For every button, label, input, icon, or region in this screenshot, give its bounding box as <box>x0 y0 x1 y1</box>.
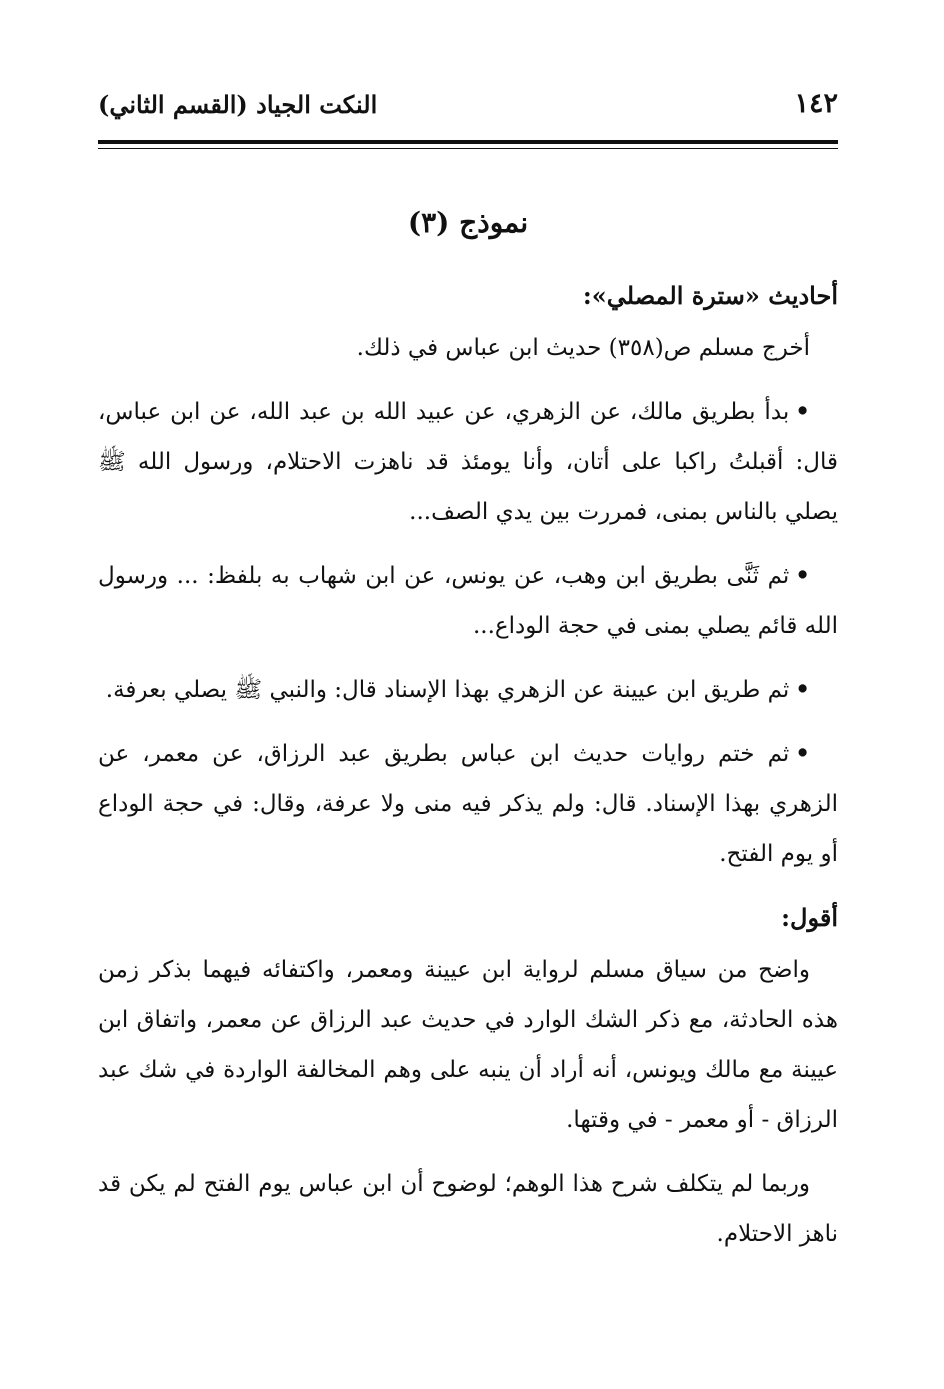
bullet-icon: • <box>795 398 810 425</box>
list-item-text: ثم ختم روايات حديث ابن عباس بطريق عبد الرزاق، عن معمر، عن الزهري بهذا الإسناد. قال: ولم يذكر فيه منى ولا عرفة، وقال: في حجة الوداع أو يوم الفتح. <box>98 741 838 867</box>
aqul-heading: أقول: <box>781 903 838 932</box>
page-number: ١٤٢ <box>794 88 838 119</box>
intro-paragraph: أخرج مسلم ص(٣٥٨) حديث ابن عباس في ذلك. <box>356 335 810 361</box>
body-paragraph: واضح من سياق مسلم لرواية ابن عيينة ومعمر، واكتفائه فيهما بذكر زمن هذه الحادثة، مع ذكر الشك الوارد في حديث عبد الرزاق عن معمر، واتفاق ابن عيينة مع مالك ويونس، أنه أراد أن ينبه على وهم المخالفة الواردة في شك عبد الرزاق - أو معمر - في وقتها. <box>98 957 838 1133</box>
model-title: نموذج (٣) <box>407 206 529 239</box>
header-rule-thick <box>98 140 838 144</box>
body-paragraph: وربما لم يتكلف شرح هذا الوهم؛ لوضوح أن ابن عباس يوم الفتح لم يكن قد ناهز الاحتلام. <box>98 1171 838 1247</box>
list-item <box>98 387 838 537</box>
page-body <box>98 195 838 1273</box>
bullet-icon: • <box>795 740 810 767</box>
list-item <box>98 729 838 879</box>
section-heading: أحاديث «سترة المصلي»: <box>582 281 838 310</box>
list-item-text: بدأ بطريق مالك، عن الزهري، عن عبيد الله بن عبد الله، عن ابن عباس، قال: أقبلتُ راكبا على أتان، وأنا يومئذ قد ناهزت الاحتلام، ورسول الله ﷺ يصلي بالناس بمنى، فمررت بين يدي الصف... <box>98 399 838 525</box>
header-rule-thin <box>98 148 838 149</box>
page-header <box>98 88 838 134</box>
bullet-icon: • <box>795 562 810 589</box>
list-item-text: ثم طريق ابن عيينة عن الزهري بهذا الإسناد قال: والنبي ﷺ يصلي بعرفة. <box>105 677 790 703</box>
list-item <box>98 665 838 715</box>
bullet-icon: • <box>795 676 810 703</box>
list-item-text: ثم ثَنَّى بطريق ابن وهب، عن يونس، عن ابن شهاب به بلفظ: ... ورسول الله قائم يصلي بمنى في حجة الوداع... <box>98 563 838 639</box>
list-item <box>98 551 838 651</box>
running-title: النكت الجياد (القسم الثاني) <box>98 90 378 119</box>
